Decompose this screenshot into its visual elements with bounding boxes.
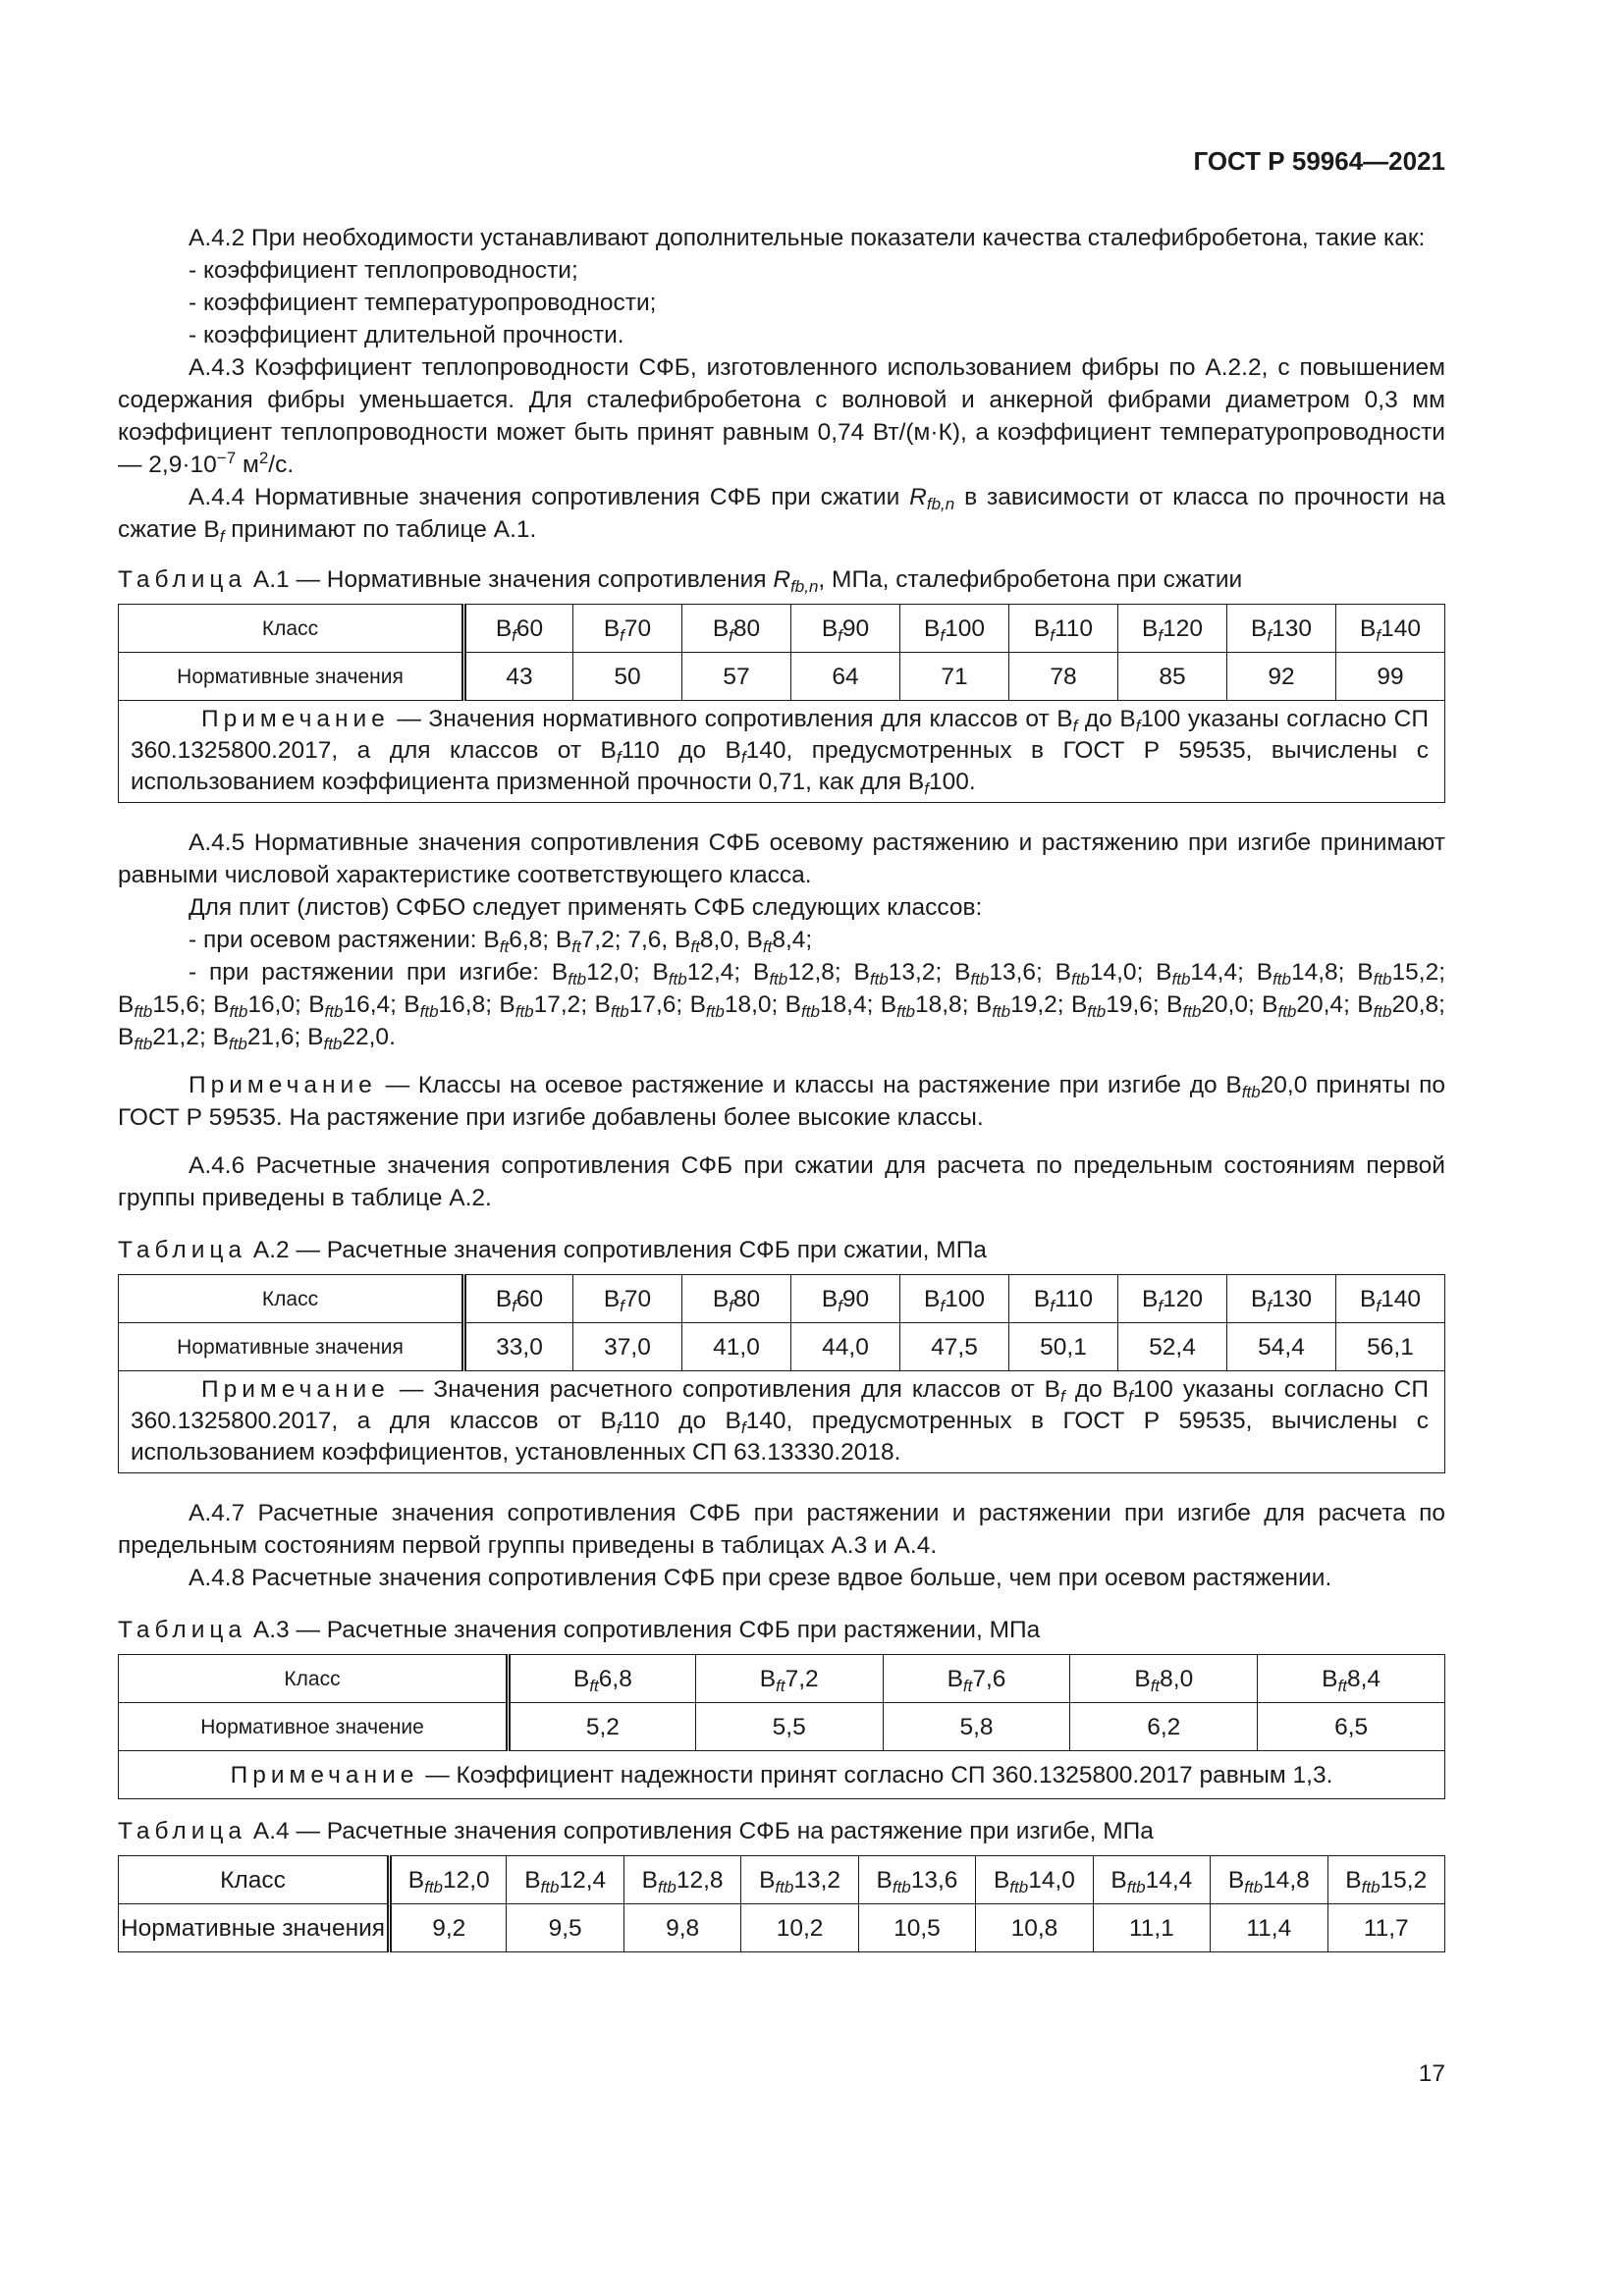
bend-class-item: $B_{ftb}13,6$: [954, 959, 1037, 988]
value-cell: 37,0: [573, 1323, 682, 1371]
value-cell: 9,5: [507, 1904, 623, 1952]
table-a2-caption: Таблица А.2 — Расчетные значения сопротивления СФБ при сжатии, МПа: [118, 1237, 987, 1263]
class-cell: $B_f140$: [1336, 1275, 1445, 1323]
value-cell: 52,4: [1118, 1323, 1227, 1371]
para-a48: А.4.8 Расчетные значения сопротивления СФБ при срезе вдвое больше, чем при осевом растяжении.: [189, 1565, 1332, 1591]
class-cell: $B_f140$: [1336, 605, 1445, 653]
bend-class-item: $B_{ftb}12,0$: [551, 959, 633, 988]
value-cell: 11,4: [1211, 1904, 1327, 1952]
class-cell: $B_{ftb}14,4$: [1093, 1856, 1210, 1904]
class-cell: $B_f90$: [791, 605, 900, 653]
bend-classes: - при растяжении при изгибе: $B_{ftb}12,0$; $B_{ftb}12,4$; $B_{ftb}12,8$; $B_{ftb}13,2$; $B_{ftb}13,6$; $B_{ftb}14,0$; $B_{ftb}14,4$; $B_{ftb}14,8$; $B_{ftb}15,2$; $B_{ftb}15,6$; $B_{ftb}16,0$; $B_{ftb}16,4$; $B_{ftb}16,8$; $B_{ftb}17,2$; $B_{ftb}17,6$; $B_{ftb}18,0$; $B_{ftb}18,4$; $B_{ftb}18,8$; $B_{ftb}19,2$; $B_{ftb}19,6$; $B_{ftb}20,0$; $B_{ftb}20,4$; $B_{ftb}20,8$; $B_{ftb}21,2$; $B_{ftb}21,6$; $B_{ftb}22,0$.: [118, 959, 1446, 1053]
bend-class-item: $B_{ftb}18,4$: [785, 991, 867, 1021]
class-cell: $B_f130$: [1227, 1275, 1336, 1323]
value-cell: 9,8: [623, 1904, 740, 1952]
bend-class-item: $B_{ftb}16,4$: [308, 991, 391, 1021]
para-a45: А.4.5 Нормативные значения сопротивления СФБ осевому растяжению и растяжению при изгибе принимают равными числовой характеристике соответствующего класса.: [118, 829, 1445, 888]
para-a43: А.4.3 Коэффициент теплопроводности СФБ, изготовленного использованием фибры по А.2.2, с повышением содержания фибры уменьшается. Для сталефибробетона с волновой и анкерной фибрами диаметром 0,3 мм коэффициент теплопроводности может быть принят равным 0,74 Вт/(м·К), а коэффициент температуропроводности — $2,9\cdot 10^{-7}$ $м^2/с$.: [118, 354, 1445, 478]
class-cell: $B_f110$: [1009, 605, 1118, 653]
table-note: Примечание — Значения нормативного сопротивления для классов от $B_f$ до $B_f100$ указаны согласно СП 360.1325800.2017, а для классов от $B_f110$ до $B_f140$, предусмотренных в ГОСТ Р 59535, вычислены с использованием коэффициента призменной прочности 0,71, как для $B_f100$.: [119, 701, 1445, 803]
class-cell: $B_f130$: [1227, 605, 1336, 653]
bend-class-item: $B_{ftb}19,2$: [975, 991, 1057, 1021]
class-cell: $B_{ftb}12,0$: [390, 1856, 507, 1904]
table-row: [119, 1703, 1445, 1751]
table-note-row: [119, 1751, 1445, 1799]
class-cell: $B_{ft}8,4$: [1258, 1655, 1445, 1703]
table-header-row: [119, 1856, 1445, 1904]
bend-class-item: $B_{ftb}14,0$: [1055, 959, 1137, 988]
page-number: 17: [1418, 2060, 1445, 2087]
value-cell: 5,5: [695, 1703, 883, 1751]
value-cell: 10,5: [858, 1904, 975, 1952]
value-cell: 6,2: [1070, 1703, 1258, 1751]
bend-class-item: $B_{ftb}20,8$: [1357, 991, 1439, 1021]
bend-class-item: $B_{ftb}17,6$: [594, 991, 677, 1021]
table-note: Примечание — Значения расчетного сопротивления для классов от $B_f$ до $B_f100$ указаны согласно СП 360.1325800.2017, а для классов от $B_f110$ до $B_f140$, предусмотренных в ГОСТ Р 59535, вычислены с использованием коэффициентов, установленных СП 63.13330.2018.: [119, 1371, 1445, 1473]
value-cell: 50: [573, 653, 682, 701]
class-cell: $B_f120$: [1118, 1275, 1227, 1323]
class-cell: $B_{ftb}12,4$: [507, 1856, 623, 1904]
table-note: Примечание — Коэффициент надежности принят согласно СП 360.1325800.2017 равным 1,3.: [119, 1751, 1445, 1799]
bend-class-item: $B_{ftb}12,4$: [652, 959, 734, 988]
row-label: Класс: [119, 1856, 390, 1904]
bend-class-item: $B_{ftb}20,0$: [1166, 991, 1248, 1021]
class-cell: $B_f100$: [900, 605, 1009, 653]
class-cell: $B_f120$: [1118, 605, 1227, 653]
table-a1-caption: Таблица А.1 — Нормативные значения сопротивления $R_{fb,n}$, МПа, сталефибробетона при сжатии: [118, 566, 1243, 596]
table-a4: [118, 1855, 1445, 1952]
value-cell: 6,5: [1258, 1703, 1445, 1751]
bend-class-item: $B_{ftb}14,8$: [1256, 959, 1338, 988]
bend-class-item: $B_{ftb}16,8$: [404, 991, 486, 1021]
value-cell: 47,5: [900, 1323, 1009, 1371]
list-item: - коэффициент длительной прочности.: [189, 322, 624, 348]
class-cell: $B_f80$: [682, 605, 791, 653]
value-cell: 44,0: [791, 1323, 900, 1371]
class-cell: $B_{ft}7,2$: [695, 1655, 883, 1703]
class-cell: $B_{ftb}12,8$: [623, 1856, 740, 1904]
value-cell: 11,1: [1093, 1904, 1210, 1952]
row-label: Класс: [119, 1655, 509, 1703]
value-cell: 33,0: [464, 1323, 573, 1371]
bend-class-item: $B_{ftb}15,2$: [1357, 959, 1439, 988]
para-a44: А.4.4 Нормативные значения сопротивления СФБ при сжатии $R_{fb,n}$ в зависимости от класса по прочности на сжатие $B_f$ принимают по таблице А.1.: [118, 484, 1445, 546]
value-cell: 10,8: [976, 1904, 1093, 1952]
table-a4-caption: Таблица А.4 — Расчетные значения сопротивления СФБ на растяжение при изгибе, МПа: [118, 1818, 1154, 1844]
bend-class-item: $B_{ftb}12,8$: [752, 959, 835, 988]
bend-class-item: $B_{ftb}18,8$: [880, 991, 962, 1021]
bend-class-item: $B_{ftb}21,2$: [118, 1024, 199, 1053]
table-a2: [118, 1274, 1445, 1473]
value-cell: 99: [1336, 653, 1445, 701]
class-cell: $B_f60$: [464, 605, 573, 653]
value-cell: 9,2: [390, 1904, 507, 1952]
table-a3-caption: Таблица А.3 — Расчетные значения сопротивления СФБ при растяжении, МПа: [118, 1617, 1041, 1643]
list-item: - коэффициент теплопроводности;: [189, 257, 578, 284]
doc-header: ГОСТ Р 59964—2021: [1193, 146, 1445, 176]
row-label: Класс: [119, 1275, 464, 1323]
table-header-row: [119, 1275, 1445, 1323]
value-cell: 10,2: [741, 1904, 858, 1952]
para-a42-intro: А.4.2 При необходимости устанавливают дополнительные показатели качества сталефибробетона, такие как:: [189, 225, 1426, 251]
value-cell: 56,1: [1336, 1323, 1445, 1371]
class-cell: $B_{ft}8,0$: [1070, 1655, 1258, 1703]
list-item: - коэффициент температуропроводности;: [189, 290, 657, 316]
class-cell: $B_f90$: [791, 1275, 900, 1323]
value-cell: 78: [1009, 653, 1118, 701]
value-cell: 57: [682, 653, 791, 701]
value-cell: 5,8: [883, 1703, 1070, 1751]
bend-class-item: $B_{ftb}21,6$: [212, 1024, 295, 1053]
table-a1: [118, 604, 1445, 803]
value-cell: 71: [900, 653, 1009, 701]
value-cell: 11,7: [1327, 1904, 1445, 1952]
bend-class-item: $B_{ftb}18,0$: [689, 991, 772, 1021]
class-cell: $B_{ftb}14,8$: [1211, 1856, 1327, 1904]
class-cell: $B_{ftb}14,0$: [976, 1856, 1093, 1904]
value-cell: 54,4: [1227, 1323, 1336, 1371]
row-label: Нормативные значения: [119, 1323, 464, 1371]
table-row: [119, 1323, 1445, 1371]
bend-class-item: $B_{ftb}16,0$: [213, 991, 296, 1021]
row-label: Нормативное значение: [119, 1703, 509, 1751]
class-cell: $B_{ftb}15,2$: [1327, 1856, 1445, 1904]
row-label: Класс: [119, 605, 464, 653]
value-cell: 92: [1227, 653, 1336, 701]
para-a46: А.4.6 Расчетные значения сопротивления СФБ при сжатии для расчета по предельным состояниям первой группы приведены в таблице А.2.: [118, 1152, 1445, 1211]
class-cell: $B_f80$: [682, 1275, 791, 1323]
value-cell: 64: [791, 653, 900, 701]
class-cell: $B_{ft}7,6$: [883, 1655, 1070, 1703]
table-header-row: [119, 605, 1445, 653]
tension-classes: - при осевом растяжении: $B_{ft}6,8$; $B_{ft}7,2$; 7,6, $B_{ft}8,0$, $B_{ft}8,4$;: [189, 927, 813, 956]
note-a45: Примечание — Классы на осевое растяжение и классы на растяжение при изгибе до $B_{ftb}20,0$ приняты по ГОСТ Р 59535. На растяжение при изгибе добавлены более высокие классы.: [118, 1072, 1446, 1131]
value-cell: 85: [1118, 653, 1227, 701]
table-row: [119, 1904, 1445, 1952]
class-cell: $B_f100$: [900, 1275, 1009, 1323]
class-cell: $B_{ftb}13,6$: [858, 1856, 975, 1904]
main-content: [118, 222, 1445, 1952]
table-a3: [118, 1654, 1445, 1799]
bend-class-item: $B_{ftb}22,0$: [307, 1024, 390, 1053]
class-cell: $B_{ft}6,8$: [509, 1655, 696, 1703]
bend-class-item: $B_{ftb}14,4$: [1156, 959, 1238, 988]
class-cell: $B_f110$: [1009, 1275, 1118, 1323]
bend-class-item: $B_{ftb}13,2$: [853, 959, 936, 988]
class-cell: $B_f70$: [573, 605, 682, 653]
row-label: Нормативные значения: [119, 1904, 390, 1952]
table-row: [119, 653, 1445, 701]
class-cell: $B_f70$: [573, 1275, 682, 1323]
para-a47: А.4.7 Расчетные значения сопротивления СФБ при растяжении и растяжении при изгибе для расчета по предельным состояниям первой группы приведены в таблицах А.3 и А.4.: [118, 1500, 1445, 1559]
row-label: Нормативные значения: [119, 653, 464, 701]
value-cell: 41,0: [682, 1323, 791, 1371]
table-note-row: [119, 701, 1445, 803]
bend-class-item: $B_{ftb}17,2$: [499, 991, 581, 1021]
bend-class-item: $B_{ftb}19,6$: [1070, 991, 1153, 1021]
table-note-row: [119, 1371, 1445, 1473]
table-header-row: [119, 1655, 1445, 1703]
bend-class-item: $B_{ftb}15,6$: [118, 991, 199, 1021]
value-cell: 50,1: [1009, 1323, 1118, 1371]
value-cell: 43: [464, 653, 573, 701]
value-cell: 5,2: [509, 1703, 696, 1751]
para-a45-classes: Для плит (листов) СФБО следует применять СФБ следующих классов:: [189, 894, 983, 921]
class-cell: $B_{ftb}13,2$: [741, 1856, 858, 1904]
bend-class-item: $B_{ftb}20,4$: [1262, 991, 1344, 1021]
class-cell: $B_f60$: [464, 1275, 573, 1323]
